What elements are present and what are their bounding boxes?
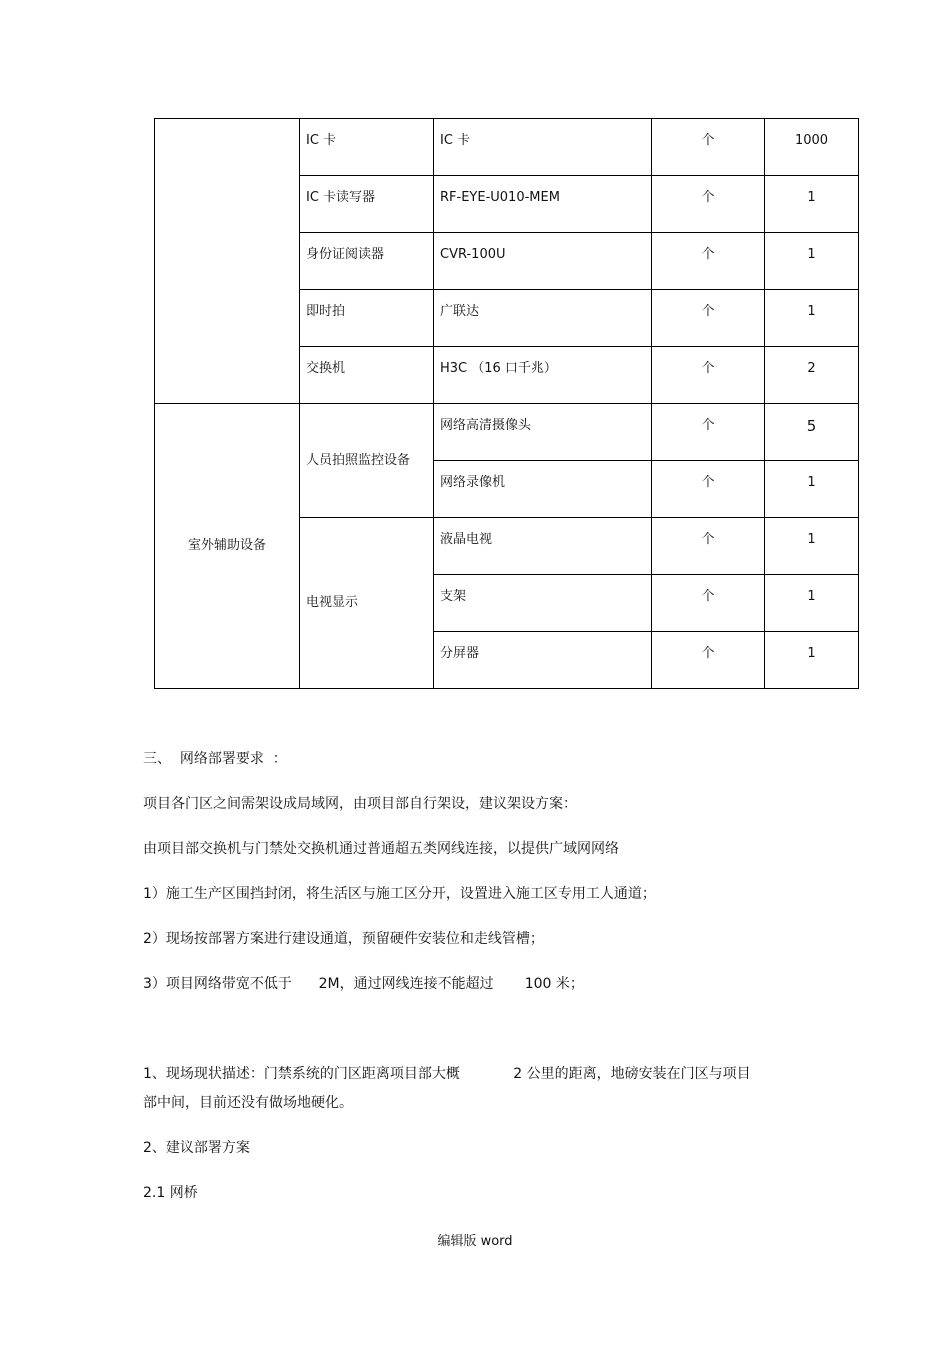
model-cell: IC 卡 [434,119,652,176]
item-cell: 身份证阅读器 [300,233,434,290]
qty-cell: 1 [765,632,859,689]
unit-cell: 个 [652,347,765,404]
qty-cell: 1000 [765,119,859,176]
unit-cell: 个 [652,290,765,347]
paragraph: 部中间，目前还没有做场地硬化。 [143,1095,353,1111]
qty-cell: 2 [765,347,859,404]
camera-group-cell: 人员拍照监控设备 [300,404,434,518]
paragraph: 项目各门区之间需架设成局域网，由项目部自行架设，建议架设方案： [143,796,577,812]
unit-cell: 个 [652,404,765,461]
list-item: 1）施工生产区围挡封闭，将生活区与施工区分开，设置进入施工区专用工人通道； [143,886,656,902]
item-cell: IC 卡 [300,119,434,176]
qty-cell: 1 [765,176,859,233]
page-footer: 编辑版 word [437,1234,513,1249]
unit-cell: 个 [652,176,765,233]
qty-cell: 1 [765,575,859,632]
model-cell: H3C （16 口千兆） [434,347,652,404]
item-cell: 即时拍 [300,290,434,347]
unit-cell: 个 [652,233,765,290]
table-cell-empty-group [155,119,300,404]
unit-cell: 个 [652,632,765,689]
model-cell: 液晶电视 [434,518,652,575]
item-cell: 交换机 [300,347,434,404]
unit-cell: 个 [652,575,765,632]
qty-cell: 1 [765,518,859,575]
subheading: 2、建议部署方案 [143,1140,250,1156]
model-cell: 网络高清摄像头 [434,404,652,461]
list-item: 3）项目网络带宽不低于 2M，通过网线连接不能超过 100 米； [143,976,584,992]
subheading: 2.1 网桥 [143,1185,198,1201]
paragraph: 由项目部交换机与门禁处交换机通过普通超五类网线连接，以提供广域网网络 [143,841,619,857]
unit-cell: 个 [652,461,765,518]
model-cell: 支架 [434,575,652,632]
section-heading: 三、 网络部署要求 ： [143,751,287,767]
model-cell: 网络录像机 [434,461,652,518]
qty-cell: 1 [765,461,859,518]
model-cell: 分屏器 [434,632,652,689]
qty-cell: 1 [765,233,859,290]
table-row [155,119,859,176]
item-cell: IC 卡读写器 [300,176,434,233]
table-row [155,404,859,461]
qty-cell: 1 [765,290,859,347]
model-cell: CVR-100U [434,233,652,290]
model-cell: RF-EYE-U010-MEM [434,176,652,233]
model-cell: 广联达 [434,290,652,347]
paragraph: 1、现场现状描述：门禁系统的门区距离项目部大概 2 公里的距离，地磅安装在门区与项目 [143,1066,751,1082]
unit-cell: 个 [652,119,765,176]
outdoor-group-cell: 室外辅助设备 [155,404,300,689]
qty-cell: 5 [765,404,859,461]
list-item: 2）现场按部署方案进行建设通道，预留硬件安装位和走线管槽； [143,931,544,947]
unit-cell: 个 [652,518,765,575]
equipment-table [154,118,859,689]
tv-group-cell: 电视显示 [300,518,434,689]
